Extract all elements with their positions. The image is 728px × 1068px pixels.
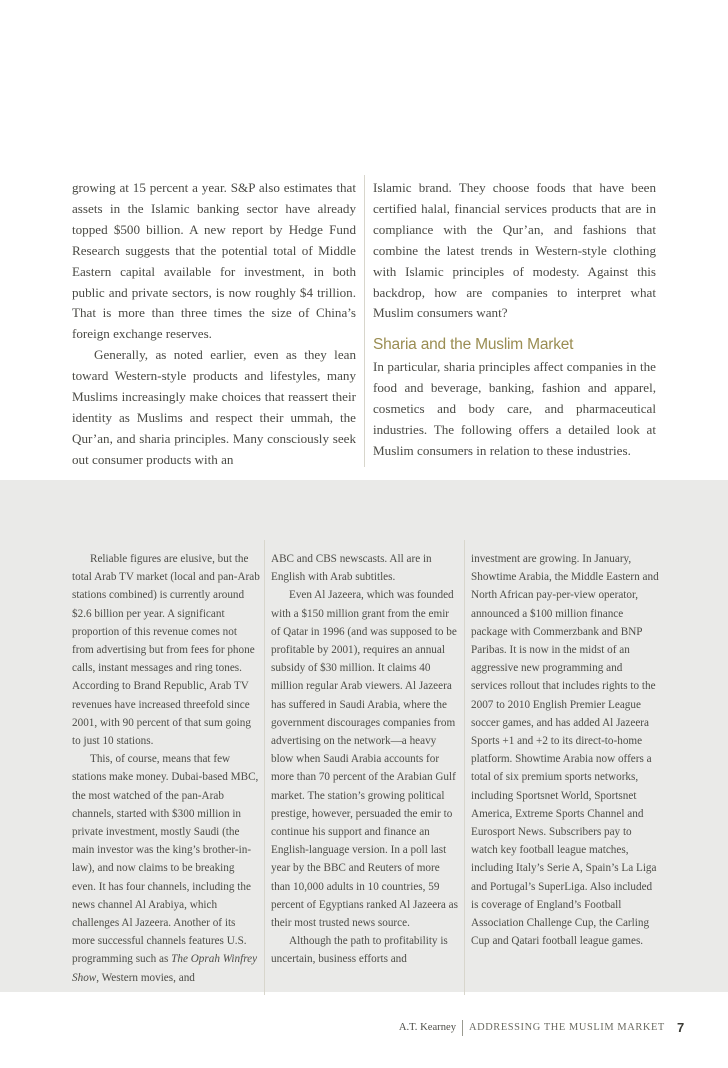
column-divider	[364, 175, 365, 467]
page-footer	[0, 1020, 728, 1040]
panel-column-2	[271, 550, 461, 969]
panel-paragraph: investment are growing. In January, Showtime Arabia, the Middle Eastern and North African pay-per-view operator, announced a $100 million finance package with Commerzbank and BNP Paribas. It is now in the midst of an aggressive new programming and services rollout that includes rights to the 2007 to 2010 English Premier League soccer games, and has added Al Jazeera Sports +1 and +2 to its direct-to-home platform. Showtime Arabia now offers a total of six premium sports networks, including Sportsnet World, Sportsnet America, Extreme Sports Channel and Eurosport News. Subscribers pay to watch key football league matches, including Italy’s Serie A, Spain’s La Liga and Portugal’s SuperLiga. Also included is coverage of England’s Football Association Challenge Cup, the Carling Cup and Qatari football league games.	[471, 553, 659, 948]
main-column-left	[72, 178, 356, 471]
body-paragraph: growing at 15 percent a year. S&P also estimates that assets in the Islamic banking sector have already topped $500 billion. A new report by Hedge Fund Research suggests that the potential total of Middle Eastern capital available for investment, in both public and private sectors, is now roughly $4 trillion. That is more than three times the size of China’s foreign exchange reserves.	[72, 180, 356, 342]
page-number: 7	[677, 1020, 685, 1035]
panel-paragraph: ABC and CBS newscasts. All are in English with Arab subtitles.	[271, 553, 432, 584]
panel-column-3	[471, 550, 661, 950]
footer-title: ADDRESSING THE MUSLIM MARKET	[469, 1022, 665, 1033]
panel-paragraph: Reliable figures are elusive, but the total Arab TV market (local and pan-Arab stations combined) is currently around $2.6 billion per year. A significant proportion of this revenue comes not from advertising but from fees for phone calls, instant messages and ring tones. According to Brand Republic, Arab TV revenues have increased threefold since 2001, with 90 percent of that sum going to just 10 stations.	[72, 553, 260, 748]
section-heading: Sharia and the Muslim Market	[373, 336, 574, 354]
panel-column-divider	[464, 540, 465, 995]
body-paragraph: In particular, sharia principles affect companies in the food and beverage, banking, fashion and apparel, cosmetics and body care, and pharmaceutical industries. The following offers a detailed look at Muslim consumers in relation to these industries.	[373, 359, 656, 458]
panel-text: This, of course, means that few stations make money. Dubai-based MBC, the most watched of the pan-Arab channels, started with $300 million in private investment, mostly Saudi (the main investor was the king’s brother-in-law), and now claims to be breaking even. It has four channels, including the news channel Al Arabiya, which challenges Al Jazeera. Another of its more successful channels features U.S. programming such as	[72, 753, 259, 966]
show-title: The Oprah Winfrey Show	[72, 953, 258, 984]
panel-text: , Western movies, and	[96, 971, 195, 984]
footer-divider	[462, 1020, 463, 1036]
panel-paragraph: Although the path to profitability is uncertain, business efforts and	[271, 935, 448, 966]
main-column-right	[373, 178, 656, 462]
panel-paragraph	[72, 750, 260, 987]
panel-column-divider	[264, 540, 265, 995]
panel-column-1	[72, 550, 260, 987]
body-paragraph: Islamic brand. They choose foods that have been certified halal, financial services products that are in compliance with the Qur’an, and fashions that combine the latest trends in Western-style clothing with Islamic principles of modesty. Against this backdrop, how are companies to interpret what Muslim consumers want?	[373, 180, 656, 321]
panel-paragraph: Even Al Jazeera, which was founded with a $150 million grant from the emir of Qatar in 1996 (and was supposed to be profitable by 2001), requires an annual subsidy of $30 million. It claims 40 million regular Arab viewers. Al Jazeera has suffered in Saudi Arabia, where the government discourages companies from advertising on the network—a heavy blow when Saudi Arabia accounts for more than 70 percent of the Arabian Gulf market. The station’s growing political prestige, however, persuaded the emir to continue his support and finance an English-language version. In a poll last year by the BBC and Reuters of more than 10,000 adults in 10 countries, 59 percent of Egyptians ranked Al Jazeera as their most trusted news source.	[271, 589, 458, 930]
body-paragraph: Generally, as noted earlier, even as they lean toward Western-style products and lifestyles, many Muslims increasingly make choices that reassert their identity as Muslims and respect their ummah, the Qur’an, and sharia principles. Many consciously seek out consumer products with an	[72, 347, 356, 467]
footer-brand: A.T. Kearney	[398, 1022, 456, 1033]
